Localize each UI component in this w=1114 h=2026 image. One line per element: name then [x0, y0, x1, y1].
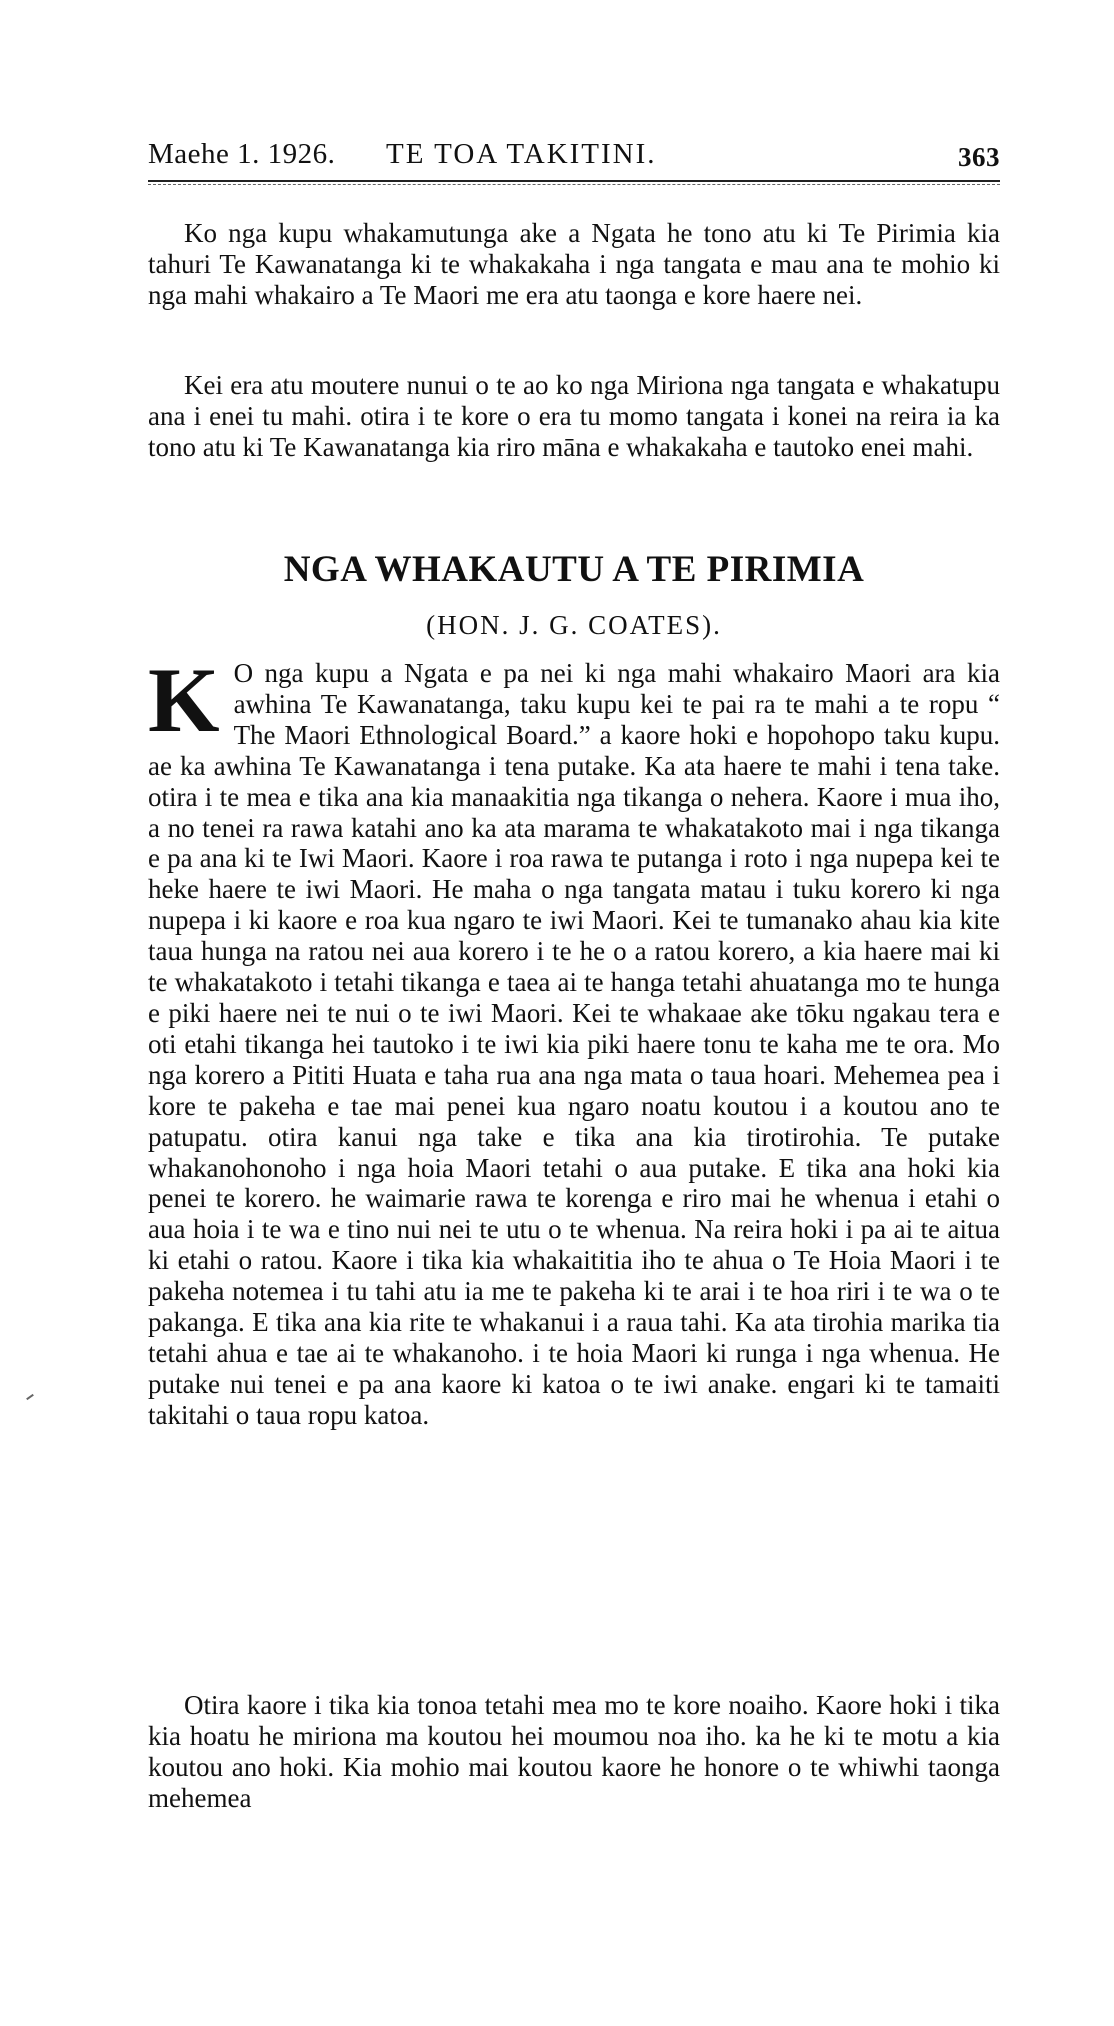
running-head — [148, 136, 1000, 176]
section-subheading: (HON. J. G. COATES). — [426, 610, 722, 640]
page-number: 363 — [958, 142, 1000, 172]
drop-cap: K — [148, 649, 220, 751]
paragraph-premier-reply-text: O nga kupu a Ngata e pa nei ki nga mahi whakairo Maori ara kia awhina Te Kawanatanga, taku kupu kei te pai ra te mahi a te ropu “ The Maori Ethnological Board.” a kaore hoki e hopohopo taku kupu. ae ka awhina Te Kawanatanga i tena putake. Ka ata haere te mahi i tena take. otira i te mea e tika ana kia manaakitia nga tikanga o nehera. Kaore i mua iho, a no tenei ra rawa katahi ano ka ata marama te whakatakoto mai i nga tikanga e pa ana ki te Iwi Maori. Kaore i roa rawa te putanga i roto i nga nupepa kei te heke haere te iwi Maori. He maha o nga tangata matau i tuku korero ki nga nupepa i ki kaore e roa kua ngaro te iwi Maori. Kei te tumanako ahau kia kite taua hunga na ratou nei aua korero i te he o a ratou korero, a kia haere mai ki te whakatakoto i tetahi tikanga e taea ai te hanga tetahi ahuatanga mo te hunga e piki haere nei te nui o te iwi Maori. Kei te whakaae ake tōku ngakau tera e oti etahi tikanga hei tautoko i te iwi kia piki haere tonu te kaha me te ora. Mo nga korero a Pititi Huata e taha rua ana nga mata o taua hoari. Mehemea pea i kore te pakeha e tae mai penei kua ngaro noatu koutou i a koutou ano te patupatu. otira kanui nga take e tika ana kia tirotirohia. Te putake whakanohonoho i nga hoia Maori tetahi o aua putake. E tika ana hoki kia penei te korero. he waimarie rawa te korenga e riro mai he whenua i etahi o aua hoia i te wa e tino nui nei te utu o te whenua. Na reira hoki i pa ai te aitua ki etahi o ratou. Kaore i tika kia whakaititia iho te ahua o Te Hoia Maori i te pakeha notemea i tu tahi atu ia me te pakeha ki te arai i te hoa riri i te wa o te pakanga. E tika ana kia rite te whakanui i a raua tahi. Ka ata tirohia marika tia tetahi ahua e tae ai te whakanoho. i te hoia Maori ki runga i nga whenua. He putake nui tenei e pa ana kaore ki katoa o te iwi anake. engari ki te tamaiti takitahi o taua ropu katoa. — [148, 658, 1000, 1430]
header-rule — [148, 180, 1000, 182]
header-rule-secondary — [148, 184, 1000, 185]
section-heading: NGA WHAKAUTU A TE PIRIMIA — [283, 549, 865, 590]
paragraph-other-islands: Kei era atu moutere nunui o te ao ko nga Miriona nga tangata e whakatupu ana i enei tu mahi. otira i te kore o era tu momo tangata i konei na reira ia ka tono atu ki Te Kawanatanga kia riro māna e whakakaha e tautoko enei mahi. — [148, 370, 1000, 462]
header-date: Maehe 1. 1926. — [148, 138, 336, 170]
paragraph-ngata-request: Ko nga kupu whakamutunga ake a Ngata he tono atu ki Te Pirimia kia tahuri Te Kawanatanga ki te whakakaha i nga tangata e mau ana te mohio ki nga mahi whakairo a Te Maori me era atu taonga e kore haere nei. — [148, 218, 1000, 310]
margin-mark — [26, 1394, 34, 1400]
paragraph-premier-reply — [148, 649, 1000, 1431]
journal-title: TE TOA TAKITINI. — [386, 138, 657, 170]
paragraph-closing: Otira kaore i tika kia tonoa tetahi mea mo te kore noaiho. Kaore hoki i tika kia hoatu he miriona ma koutou hei moumou noa iho. ka he ki te motu a kia koutou ano hoki. Kia mohio mai koutou kaore he honore o te whiwhi taonga mehemea — [148, 1690, 1000, 1813]
